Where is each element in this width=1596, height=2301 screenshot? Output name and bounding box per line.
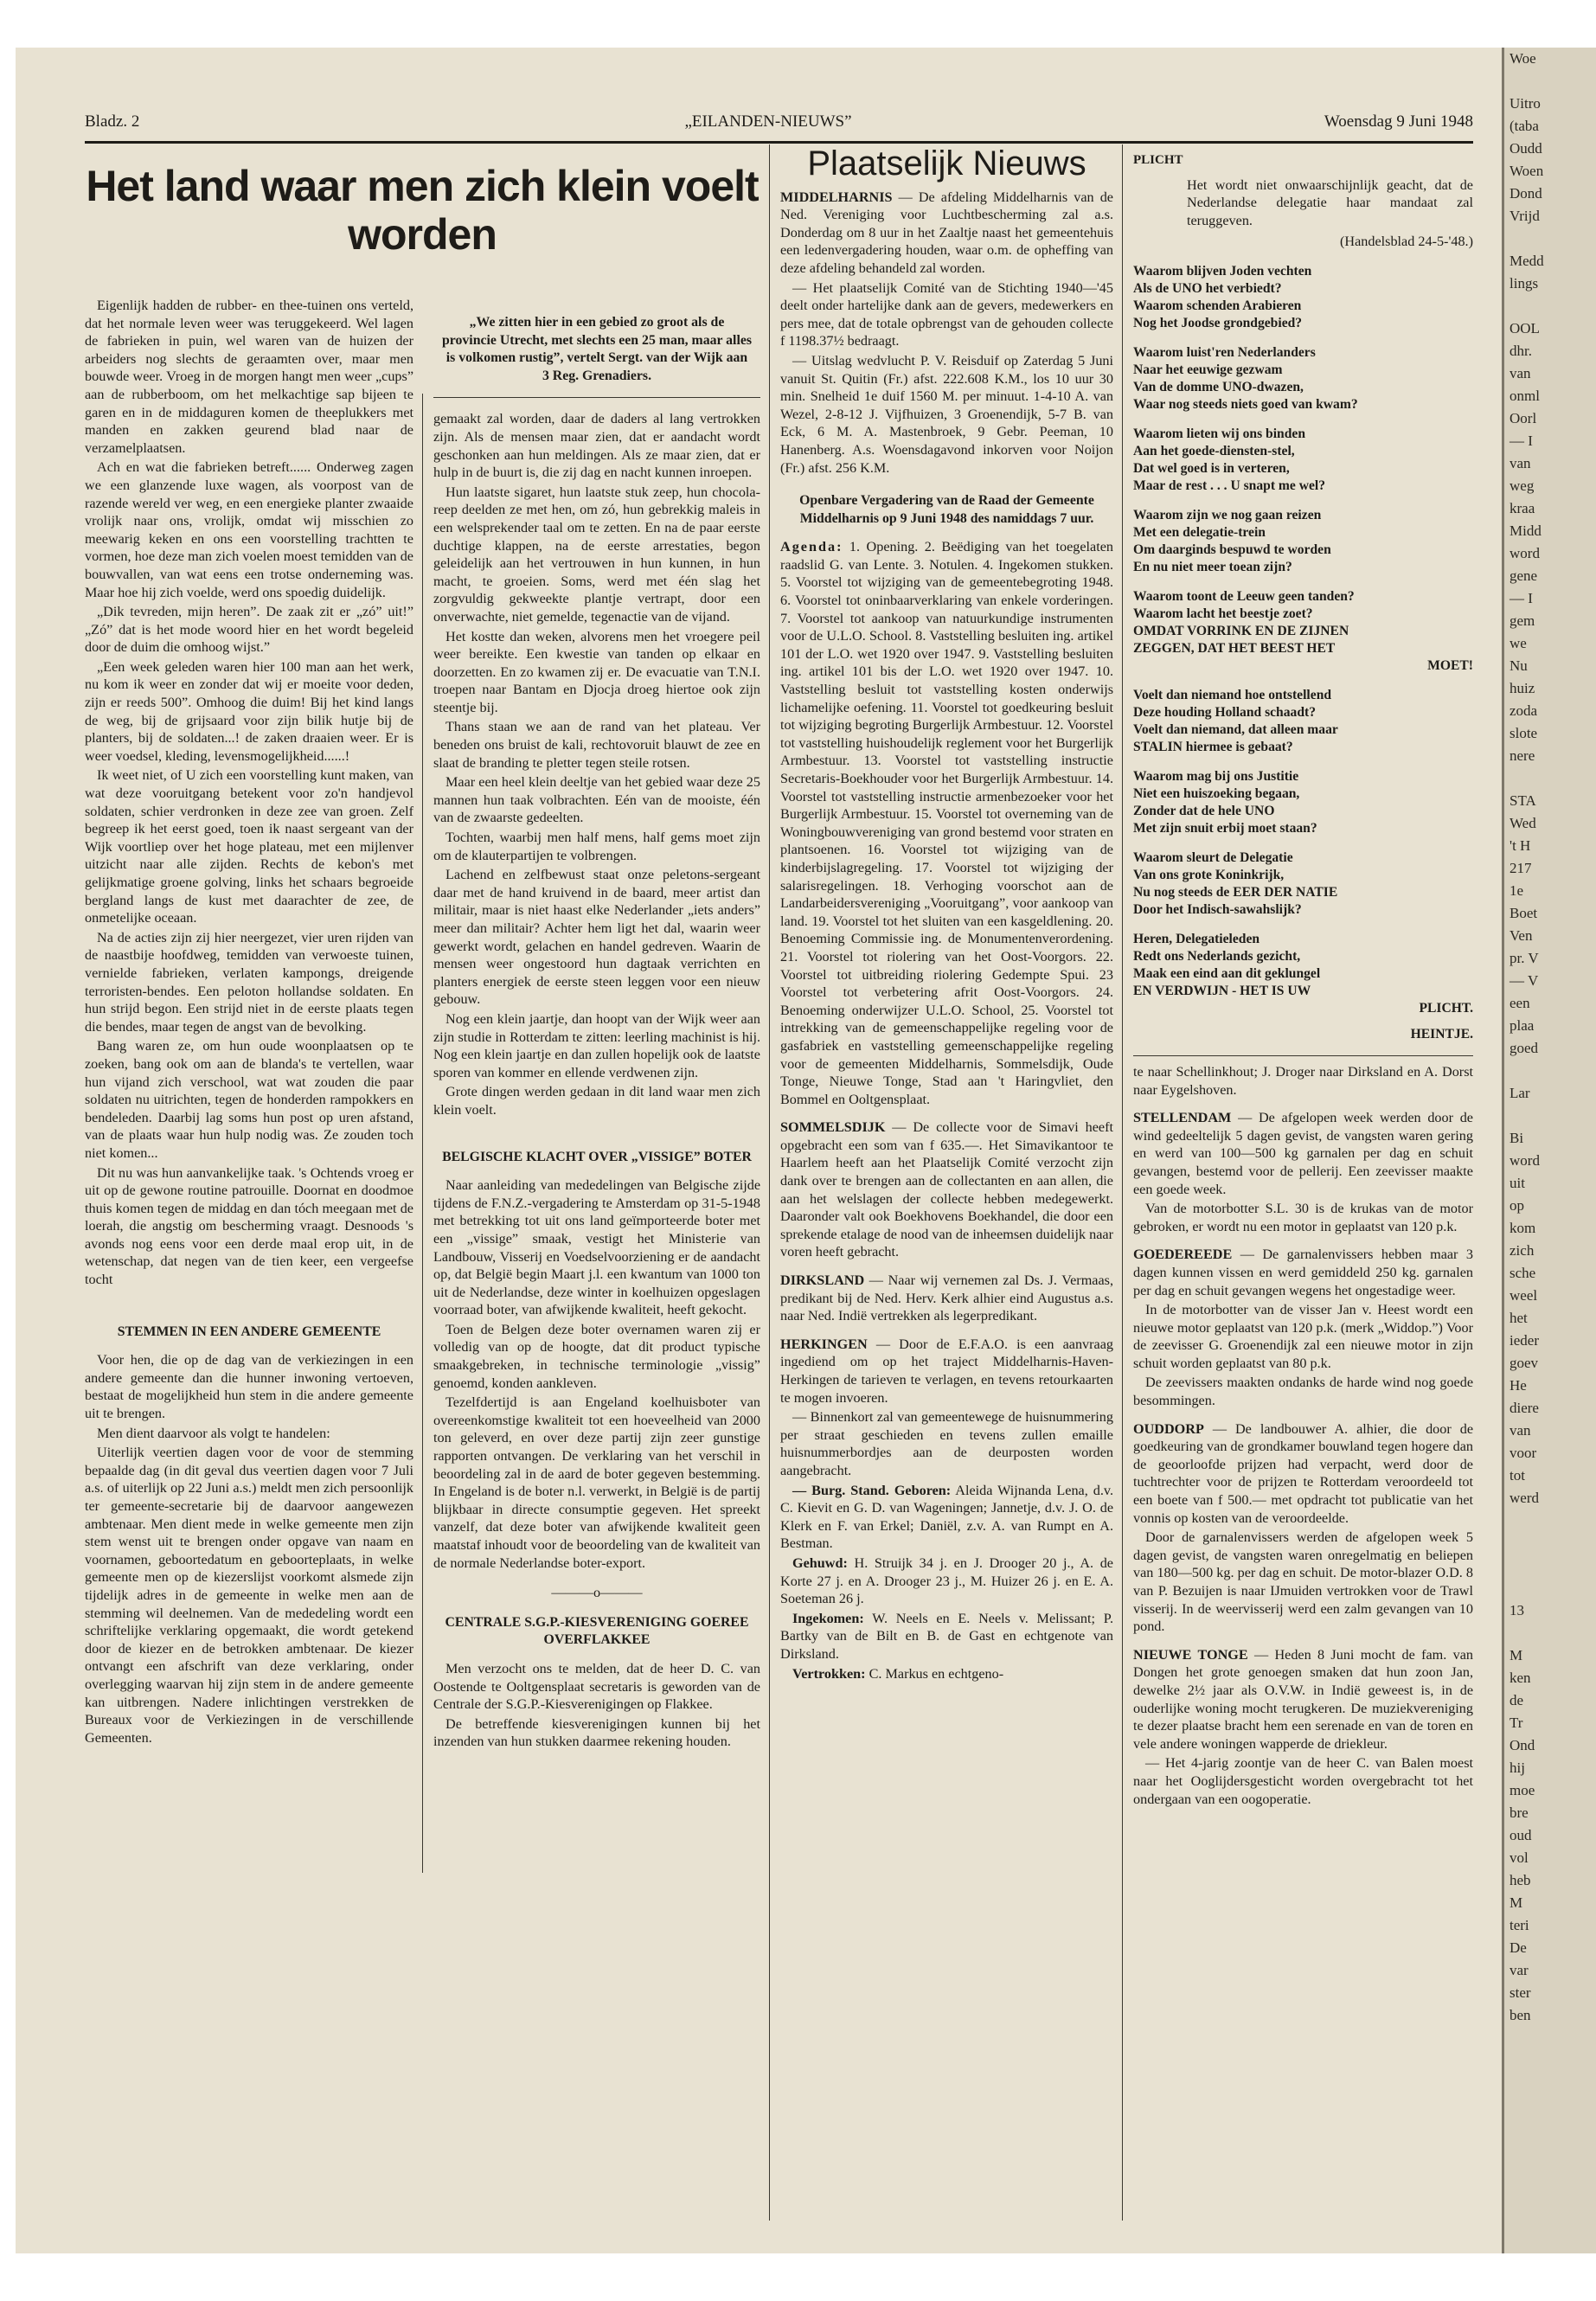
place-heading: DIRKSLAND xyxy=(780,1272,865,1289)
edge-fragment xyxy=(1504,1554,1596,1577)
edge-fragment: dhr. xyxy=(1509,343,1532,359)
column-rule-2 xyxy=(769,144,770,2221)
edge-fragment xyxy=(1504,767,1596,790)
column-3 xyxy=(780,144,1113,1684)
poem-line: Maak een eind aan dit geklungel xyxy=(1133,965,1321,981)
news-text: — De garnalenvissers hebben maar 3 dagen kunnen vissen en werd gemiddeld 250 kg. garnalen per dag en schuit gevangen wegens het ongestadige weer. xyxy=(1133,1247,1473,1298)
article-paragraph: gemaakt zal worden, daar de daders al lang vertrokken zijn. Als de mensen maar zien, dat er aandacht wordt geschonken aan hun meldingen. Als ze maar zien, dat er hulp in de buurt is, die zij dag en nacht kunnen inroepen. xyxy=(433,411,760,481)
edge-fragment: diere xyxy=(1509,1400,1539,1416)
edge-fragment: heb xyxy=(1509,1872,1531,1888)
news-text: W. Neels en E. Neels v. Melissant; P. Bartky van de Bilt en B. de Gast en echtgenote van Dirksland. xyxy=(780,1610,1113,1662)
column-2 xyxy=(433,151,760,1753)
edge-fragment: Woe xyxy=(1509,50,1536,67)
poem-line: Waarom toont de Leeuw geen tanden? xyxy=(1133,588,1355,604)
edge-fragment: Wed xyxy=(1509,815,1536,831)
article-paragraph: Het kostte dan weken, alvorens men het vroegere peil weer bereikte. Een kwestie van tanden op elkaar en doorzetten. En zo kwamen zij er. De evacuatie van T.N.I. troepen naar Bantam en Djocja droeg hiertoe ook zijn steentje bij. xyxy=(433,628,760,715)
place-heading: NIEUWE TONGE xyxy=(1133,1646,1248,1663)
edge-fragment: moe xyxy=(1509,1782,1535,1798)
news-paragraph: te naar Schellinkhout; J. Droger naar Dirksland en A. Dorst naar Eygelshoven. xyxy=(1133,1063,1473,1098)
poem-line: Met zijn snuit erbij moet staan? xyxy=(1133,820,1317,836)
news-paragraph: Door de garnalenvissers werden de afgelopen week 5 dagen gevist, de vangsten waren onregelmatig en beliepen van 180—500 kg. per dag en schuit. De motor-blazer O.D. 8 van P. Bezuijen is naar IJmuiden vertrokken voor de Trawl visserij. In de weervisserij werd een zalm gevangen van 10 pond. xyxy=(1133,1529,1473,1635)
edge-fragment xyxy=(1504,1105,1596,1127)
article-paragraph: Thans staan we aan de rand van het plateau. Ver beneden ons bruist de kali, rechtovoruit blauwt de zee en slaat de branding te pletter tegen steile rotsen. xyxy=(433,719,760,771)
belgische-heading: BELGISCHE KLACHT OVER „VISSIGE” BOTER xyxy=(442,1149,752,1164)
edge-fragment: van xyxy=(1509,455,1531,471)
edge-fragment: goed xyxy=(1509,1040,1539,1056)
news-paragraph: — Binnenkort zal van gemeentewege de huisnummering per straat geschieden en tevens zullen emaille huisnummerbordjes aan de deurposten worden aangebracht. xyxy=(780,1409,1113,1478)
news-text: — Naar wij vernemen zal Ds. J. Vermaas, predikant bij de Ned. Herv. Kerk alhier eind Augustus a.s. naar Ned. Indië vertrekken als legerpredikant. xyxy=(780,1272,1113,1324)
edge-fragment: plaa xyxy=(1509,1017,1535,1034)
poem-line: Waarom blijven Joden vechten xyxy=(1133,263,1312,279)
edge-fragment: OOL xyxy=(1509,320,1540,336)
edge-fragment: weel xyxy=(1509,1287,1538,1304)
news-paragraph: — Het plaatselijk Comité van de Stichting 1940—'45 deelt onder hartelijke dank aan de gevers, medewerkers en pers mee, dat de totale opbrengst van de gehouden collecte f 1198.37½ bedraagt. xyxy=(780,279,1113,349)
stanza xyxy=(1133,588,1473,675)
edge-fragment: word xyxy=(1509,1152,1540,1169)
edge-fragment: 13 xyxy=(1509,1602,1524,1618)
stanza xyxy=(1133,687,1473,756)
poem-line: PLICHT. xyxy=(1419,1000,1473,1016)
news-text: — De landbouwer A. alhier, die door de goedkeuring van de grondkamer bouwland tegen hogere dan de geoorloofde prijzen had verpacht, werd door de tuchtrechter voor de prijzen te Rotterdam veroordeeld tot een boete van f 500.— met opdracht tot publicatie van het vonnis op kosten van de veroordeelde. xyxy=(1133,1420,1473,1526)
column-rule-3 xyxy=(1122,144,1123,2221)
poem-line: Voelt dan niemand, dat alleen maar xyxy=(1133,721,1338,737)
poem-line: Dat wel goed is in verteren, xyxy=(1133,460,1290,476)
poem-line: Heren, Delegatieleden xyxy=(1133,931,1260,946)
edge-fragment: gene xyxy=(1509,567,1538,584)
poem-line: Door het Indisch-sawahslijk? xyxy=(1133,901,1302,917)
edge-fragment: var xyxy=(1509,1962,1529,1978)
edge-fragment: onml xyxy=(1509,388,1540,404)
edge-fragment: M xyxy=(1509,1894,1523,1911)
stemmen-paragraph: Voor hen, die op de dag van de verkiezingen in een andere gemeente dan die hunner inwoning vertoeven, bestaat de mogelijkheid hun stem in die andere gemeente uit te brengen. xyxy=(85,1352,413,1422)
poem-line: ZEGGEN, DAT HET BEEST HET xyxy=(1133,640,1336,656)
separator: ———o——— xyxy=(551,1585,643,1601)
article-paragraph: Bang waren ze, om hun oude woonplaatsen op te zoeken, bang ook om aan de blanda's te vertellen, waar hun vijand zich verschool, wat wat zouden die paar soldaten nu uitrichten, tegen de honderden rampokkers en bendeleden. Daarbij lag soms hun post op uren afstand, van de plaats waar hun hulp nodig was. Ze zouden toch niet komen... xyxy=(85,1038,413,1161)
edge-fragment: De xyxy=(1509,1939,1527,1956)
edge-fragment: 217 xyxy=(1509,860,1532,876)
edge-fragment xyxy=(1504,1577,1596,1599)
poem-line: Deze houding Holland schaadt? xyxy=(1133,704,1316,720)
poem-line: OMDAT VORRINK EN DE ZIJNEN xyxy=(1133,623,1349,638)
edge-fragment: huiz xyxy=(1509,680,1535,696)
poem-line: Met een delegatie-trein xyxy=(1133,524,1266,540)
edge-fragment: gem xyxy=(1509,612,1535,629)
edge-fragment: weg xyxy=(1509,478,1535,494)
edge-fragment: oud xyxy=(1509,1827,1532,1843)
edge-fragment: Oudd xyxy=(1509,140,1542,157)
place-heading: HERKINGEN xyxy=(780,1336,868,1352)
poem-line: Om daarginds bespuwd te worden xyxy=(1133,542,1331,557)
poem-line: Van ons grote Koninkrijk, xyxy=(1133,867,1285,882)
edge-fragment: Vrijd xyxy=(1509,208,1540,224)
news-paragraph: Van de motorbotter S.L. 30 is de krukas van de motor gebroken, er wordt nu een motor in geplaatst van 120 p.k. xyxy=(1133,1201,1473,1234)
edge-fragment xyxy=(1504,295,1596,317)
adjacent-page-edge xyxy=(1502,48,1596,2253)
edge-fragment: ben xyxy=(1509,2007,1531,2023)
edge-fragment xyxy=(1504,228,1596,250)
article-paragraph: Dit nu was hun aanvankelijke taak. 's Ochtends vroeg er uit op de gewone routine patrouille. Doornat en doodmoe thuis komen tegen de middag en dan tóch meegaan met de loerah, die angstig om bescherming vraagt. Desnoods 's avonds nog eens voor een derde maal erop uit, in de wetenschap, dat negen van de tien keer, een vergeefse tocht xyxy=(85,1164,413,1288)
poem-line: En nu niet meer toean zijn? xyxy=(1133,559,1292,574)
vertrokken-heading: Vertrokken: xyxy=(792,1665,866,1682)
plicht-rule xyxy=(1133,1055,1473,1056)
belgische-paragraph: Naar aanleiding van mededelingen van Belgische zijde tijdens de F.N.Z.-vergadering te Amsterdam op 31-5-1948 met betrekking tot uit ons land geïmporteerde boter met een „vissige” smaak, vestigt het Ministerie van Landbouw, Visserij en Voedselvoorziening er de aandacht op, dat België begin Maart j.l. een kwantum van 1000 ton uit de Nederlandse, deze winter in koelhuizen opgeslagen voorraad boter, van afwijkende kwaliteit, heeft gekocht. xyxy=(433,1177,760,1318)
poem-line: Nog het Joodse grondgebied? xyxy=(1133,315,1303,330)
poem-line: Als de UNO het verbiedt? xyxy=(1133,280,1282,296)
ingekomen-heading: Ingekomen: xyxy=(792,1610,864,1626)
stanza xyxy=(1133,344,1473,413)
news-paragraph: — Uitslag wedvlucht P. V. Reisduif op Zaterdag 5 Juni vanuit St. Quitin (Fr.) afst. 222.608 K.M., los 10 uur 30 min. Snelheid 1e duif 1560 M. per minuut. 1-4-10 A. van Wezel, 2-8-12 J. Vijfhuizen, 3 Groenendijk, 5-7 B. van Eck, 6 M. A. Mastenbroek, 9 Gebr. Peeman, 10 Hanenberg. A.s. Woensdagavond inkorven voor Noijon (Fr.) afst. 256 K.M. xyxy=(780,352,1113,476)
plaatselijk-title: Plaatselijk Nieuws xyxy=(807,144,1086,183)
article-paragraph: Maar een heel klein deeltje van het gebied waar deze 25 mannen hun taak volbrachten. Eén van de mooiste, één van de zwaarste gedeelten. xyxy=(433,774,760,826)
gehuwd-heading: Gehuwd: xyxy=(792,1554,848,1571)
plicht-source: (Handelsblad 24-5-'48.) xyxy=(1340,234,1473,250)
edge-fragment: hij xyxy=(1509,1759,1525,1776)
edge-fragment xyxy=(1504,1622,1596,1644)
article-paragraph: „Een week geleden waren hier 100 man aan het werk, nu kom ik weer en zonder dat wij er moeite voor deden, zijn er reeds 500”. Omhoog die duim! Bij het kind langs de weg, bij de grijsaard voor zijn bilik hutje bij de planters, bij de soldaten...! de zaken draaien weer. Er is weer voedsel, kleding, levensmogelijkheid......! xyxy=(85,658,413,764)
edge-fragment: ster xyxy=(1509,1984,1531,2001)
edge-fragment: Nu xyxy=(1509,657,1528,674)
article-paragraph: „Dik tevreden, mijn heren”. De zaak zit er „zó” uit!” „Zó” dat is het mode woord hier en het wordt begeleid door de duim die omhoog wijst.” xyxy=(85,604,413,656)
agenda-heading: Agenda: xyxy=(780,539,843,555)
edge-fragment: 1e xyxy=(1509,882,1524,899)
burg-heading: — Burg. Stand. Geboren: xyxy=(792,1482,952,1498)
news-text: C. Markus en echtgeno- xyxy=(865,1665,1004,1682)
edge-fragment xyxy=(1504,1509,1596,1532)
article-paragraph: Nog een klein jaartje, dan hoopt van der Wijk weer aan zijn studie in Rotterdam te zitten: leerling machinist is hij. Nog een klein jaartje en dan zullen hopelijk ook de laatste sporen van kommer en ellende verdwenen zijn. xyxy=(433,1010,760,1080)
poem xyxy=(1133,263,1473,1043)
poem-line: Aan het goede-diensten-stel, xyxy=(1133,443,1295,458)
edge-fragment: Oorl xyxy=(1509,410,1537,426)
belgische-paragraph: Toen de Belgen deze boter overnamen waren zij er volledig van op de hoogte, dat dit product typische smaakgebreken, in technische terminologie „vissig” genoemd, konden aankleven. xyxy=(433,1321,760,1391)
news-text: — De collecte voor de Simavi heeft opgebracht een som van f 635.—. Het Simavikantoor te Haarlem heeft aan het Plaatselijk Comité verzocht zijn dank over te brengen aan de collectanten en aan allen, die aan het welslagen der collecte hebben medegewerkt. Daaronder valt ook Boekhovens Boekhandel, die door een sprekende etalage de nood van de inheemsen duidelijk naar voren heeft gebracht. xyxy=(780,1119,1113,1260)
edge-fragment: Ven xyxy=(1509,927,1533,944)
poem-line: Waarom mag bij ons Justitie xyxy=(1133,768,1299,784)
edge-fragment: kraa xyxy=(1509,500,1535,516)
poem-line: Waarom luist'ren Nederlanders xyxy=(1133,344,1316,360)
poem-line: Maar de rest . . . U snapt me wel? xyxy=(1133,478,1326,493)
paper-name: „EILANDEN-NIEUWS” xyxy=(684,112,852,131)
sgp-paragraph: De betreffende kiesverenigingen kunnen bij het inzenden van hun stukken daarmee rekening houden. xyxy=(433,1715,760,1750)
sgp-heading: CENTRALE S.G.P.-KIESVERENIGING GOEREE OVERFLAKKEE xyxy=(445,1614,749,1648)
plicht-heading: PLICHT xyxy=(1133,153,1183,167)
edge-fragment: — I xyxy=(1509,590,1533,606)
edge-fragment xyxy=(1504,1060,1596,1082)
column-4 xyxy=(1133,151,1473,1810)
stemmen-heading: STEMMEN IN EEN ANDERE GEMEENTE xyxy=(117,1324,381,1339)
news-text: — De afgelopen week werden door de wind gedeeltelijk 5 dagen gevist, de vangsten waren gering en werd van 100—500 kg garnalen per dag en schuit gevangen, bestemd voor de pellerij. Een zeevisser maakte een goede week. xyxy=(1133,1110,1473,1197)
article-paragraph: Na de acties zijn zij hier neergezet, vier uren rijden van de naastbije hoofdweg, temidden van verwoeste tuinen, vernielde fabrieken, verlaten kampongs, dreigende terroristen-bendes. Een peloton hollandse soldaten. En hun strijd begon. Een strijd niet in de eerste plaats tegen die bendes, maar tegen de angst van de bevolking. xyxy=(85,929,413,1035)
edge-fragment: we xyxy=(1509,635,1527,651)
edge-fragment: kom xyxy=(1509,1220,1536,1236)
poem-line: Waarom lacht het beestje zoet? xyxy=(1133,606,1313,621)
article-title: Het land waar men zich klein voelt worden xyxy=(86,162,759,259)
poem-line: Redt ons Nederlands gezicht, xyxy=(1133,948,1301,964)
masthead-rule xyxy=(85,141,1473,144)
poem-line: EN VERDWIJN - HET IS UW xyxy=(1133,983,1311,998)
edge-fragment: werd xyxy=(1509,1490,1539,1506)
edge-fragment: sche xyxy=(1509,1265,1536,1281)
poem-line: Niet een huiszoeking begaan, xyxy=(1133,785,1300,801)
stemmen-paragraph: Men dient daarvoor als volgt te handelen: xyxy=(97,1425,330,1441)
edge-fragment: Tr xyxy=(1509,1715,1523,1731)
poem-line: Zonder dat de hele UNO xyxy=(1133,803,1275,818)
stanza xyxy=(1133,849,1473,919)
stemmen-paragraph: Uiterlijk veertien dagen voor de voor de stemming bepaalde dag (in dit geval dus veertien dagen voor 7 Juli a.s. of uiterlijk op 22 Juni a.s.) meldt men zich persoonlijk ter gemeente-secretarie bij de daarvoor aangewezen ambtenaar. Men dient mede in welke gemeente men zijn stem wenst uit te brengen onder opgave van naam en voornamen, geboortedatum en geboorteplaats, in welke gemeente men op de kiezerslijst voorkomt alsmede zijn tijdelijk adres in de gemeente in welke men aan de stemming wil deelnemen. Van de mededeling wordt een schriftelijke verklaring opgemaakt, die wordt getekend door de kiezer en de betrokken ambtenaar. De kiezer ontvangt een afschrift van deze verklaring, onder overlegging waarvan hij zijn stem in de andere gemeente kan uitbrengen. Nadere inlichtingen verstrekken de Bureaux voor de Verkiezingen in de verschillende Gemeenten. xyxy=(85,1445,413,1746)
news-text: — De afdeling Middelharnis van de Ned. Vereniging voor Luchtbescherming zal a.s. Donderdag om 8 uur in het Zaaltje naast het gemeentehuis een ledenvergadering houden, waar o.m. de opheffing van deze afdeling behandeld zal worden. xyxy=(780,189,1113,276)
place-heading: MIDDELHARNIS xyxy=(780,189,893,205)
plicht-intro: Het wordt niet onwaarschijnlijk geacht, dat de Nederlandse delegatie haar mandaat zal teruggeven. xyxy=(1187,176,1473,228)
quote-rule xyxy=(433,397,760,398)
edge-fragment: van xyxy=(1509,365,1531,381)
article-paragraph: Tochten, waarbij men half mens, half gems moet zijn om de klauterpartijen te volbrengen. xyxy=(433,830,760,863)
edge-fragment: Bi xyxy=(1509,1130,1524,1146)
place-heading: OUDDORP xyxy=(1133,1420,1204,1437)
poem-line: Waarom schenden Arabieren xyxy=(1133,298,1302,313)
poem-line: MOET! xyxy=(1427,657,1473,673)
edge-fragment: Uitro xyxy=(1509,95,1541,112)
edge-fragment: Ond xyxy=(1509,1737,1535,1753)
edge-fragment: uit xyxy=(1509,1175,1525,1191)
edge-fragment: zich xyxy=(1509,1242,1535,1259)
news-text: Aleida Wijnanda Lena, d.v. C. Kievit en G. D. van Wageningen; Jannetje, d.v. J. O. de Klerk en F. van Erkel; Daniël, z.v. A. van Rumpt en A. Bestman. xyxy=(780,1482,1113,1552)
edge-fragment: Boet xyxy=(1509,905,1538,921)
raad-heading: Openbare Vergadering van de Raad der Gemeente Middelharnis op 9 Juni 1948 des namiddags 7 uur. xyxy=(799,493,1094,526)
edge-fragment: ken xyxy=(1509,1670,1531,1686)
stanza xyxy=(1133,263,1473,332)
edge-fragment: voor xyxy=(1509,1445,1537,1461)
edge-fragment: tot xyxy=(1509,1467,1525,1484)
edge-fragment: word xyxy=(1509,545,1540,561)
edge-fragment: Medd xyxy=(1509,253,1544,269)
article-paragraph: Hun laatste sigaret, hun laatste stuk zeep, hun chocola-reep deelden ze met hen, om zó, hun gebrekkig maleis in een welsprekender taal om te zetten. En na de paar eerste duchtige klappen, na de eerste arrestaties, begon geleidelijk aan het vertrouwen in hun kunnen, in hun macht, te groeien. Soms, werd met één slag het zorgvuldig gekweekte plantje vertrapt, door een onverwachte, niet gemelde, tegenactie van de vijand. xyxy=(433,484,760,625)
belgische-paragraph: Tezelfdertijd is aan Engeland koelhuisboter van overeenkomstige kwaliteit tot een hoeveelheid van 2000 ton geleverd, en over deze partij zijn zeer gunstige rapporten ontvangen. De verklaring van het verschil in beoordeling zal in de aard de boter gegeven bestemming. In Engeland is de boter n.l. verwerkt, in België is de partij blijkbaar in directe consumptie gegeven. Het spreekt vanzelf, dat deze boter van afwijkende kwaliteit geen maatstaf inhoudt voor de beoordeling van de kwaliteit van de normale Nederlandse boter-export. xyxy=(433,1394,760,1571)
article-paragraph: Eigenlijk hadden de rubber- en thee-tuinen ons verteld, dat het normale leven weer was teruggekeerd. Wel lagen de fabrieken in puin, wel waren van de huizen der arbeiders nog slechts de geraamten over, maar men bouwde weer. Vroeg in de morgen hangt men weer „cups” aan de rubberboom, om het melkachtige sap bijeen te garen en in de middaguren komen de theeplukkers met manden en zakken geurend blad naar de verzamelplaatsen. xyxy=(85,298,413,456)
edge-fragment: Woen xyxy=(1509,163,1544,179)
edge-fragment: M xyxy=(1509,1647,1523,1663)
article-paragraph: Ach en wat die fabrieken betreft...... Onderweg zagen we een glanzende luxe wagen, als voorpost van de razende wereld ver weg, en een energieke planter zwaaide vrolijk naar ons, vrolijk, omdat wij misschien zo meewarig keken en ons een voorstelling trachtten te vormen, hoe deze man zich voelen moest temidden van de bouwvallen, van wat eens een trotse onderneming was. Maar hoe hij zich voelde, werd ons spoedig duidelijk. xyxy=(85,459,413,600)
poem-line: Van de domme UNO-dwazen, xyxy=(1133,379,1304,394)
news-text: — Heden 8 Juni mocht de fam. van Dongen het grote genoegen smaken dat hun zoon Jan, dewelke 2½ jaar als O.V.W. in Indië geweest is, in de ouderlijke woning mocht terugkeren. De muziekvereniging te dezer plaatse bracht hem een serenade en van de toren en vele andere woningen wapperde de driekleur. xyxy=(1133,1646,1473,1752)
sgp-paragraph: Men verzocht ons te melden, dat de heer D. C. van Oostende te Ooltgensplaat secretaris is geworden van de Centrale der S.G.P.-Kiesverenigingen op Flakkee. xyxy=(433,1660,760,1713)
poem-line: Waarom zijn we nog gaan reizen xyxy=(1133,507,1322,522)
edge-fragment: van xyxy=(1509,1422,1531,1439)
edge-fragment: (taba xyxy=(1509,118,1539,134)
column-rule-1 xyxy=(422,394,423,1873)
poem-line: Waarom sleurt de Delegatie xyxy=(1133,849,1293,865)
place-heading: SOMMELSDIJK xyxy=(780,1119,886,1136)
poem-line: Waarom lieten wij ons binden xyxy=(1133,426,1305,441)
article-paragraph: Grote dingen werden gedaan in dit land waar men zich klein voelt. xyxy=(433,1084,760,1118)
news-text: — Door de E.F.A.O. is een aanvraag ingediend om op het traject Middelharnis-Haven-Herkingen de tarieven te verlagen, en tevens retourkaarten te mogen invoeren. xyxy=(780,1336,1113,1406)
newspaper-page xyxy=(16,48,1502,2253)
edge-fragment: Dond xyxy=(1509,185,1542,202)
edge-fragment: — I xyxy=(1509,433,1533,449)
stanza xyxy=(1133,507,1473,576)
issue-date: Woensdag 9 Juni 1948 xyxy=(1324,112,1473,131)
edge-fragment: 't H xyxy=(1509,837,1531,854)
edge-fragment: nere xyxy=(1509,747,1535,764)
news-text: H. Struijk 34 j. en J. Drooger 20 j., A. de Korte 27 j. en A. Drooger 23 j., M. Huizer 26 j. en E. A. Soeteman 26 j. xyxy=(780,1554,1113,1607)
edge-fragment: lings xyxy=(1509,275,1539,292)
edge-fragment: Midd xyxy=(1509,522,1542,539)
edge-fragment: een xyxy=(1509,995,1530,1011)
edge-fragment: bre xyxy=(1509,1804,1529,1821)
edge-fragment: vol xyxy=(1509,1849,1529,1866)
edge-fragment: het xyxy=(1509,1310,1528,1326)
poem-line: Waar nog steeds niets goed van kwam? xyxy=(1133,396,1358,412)
edge-fragment: — V xyxy=(1509,972,1539,989)
article-quote: „We zitten hier in een gebied zo groot als de provincie Utrecht, met slechts een 25 man, maar alles is volkomen rustig”, vertelt Sergt. van der Wijk aan 3 Reg. Grenadiers. xyxy=(442,315,752,383)
place-heading: GOEDEREEDE xyxy=(1133,1247,1233,1263)
poem-signature: HEINTJE. xyxy=(1410,1026,1473,1042)
stanza xyxy=(1133,426,1473,495)
stanza xyxy=(1133,768,1473,837)
article-paragraph: Ik weet niet, of U zich een voorstelling kunt maken, van wat deze vooruitgang betekent voor zo'n handjevol soldaten, schier verdronken in deze zee van groen. Zelf begreep ik het eerst goed, toen ik naast sergeant van der Wijk voortliep over het hoge plateau, met een mijlenver uitzicht naar alle zijden. Rechts de kebon's met gelijkmatige groene golving, links het schaars begroeide bergland langs de kust met daarachter de zee, de onmetelijke oceaan. xyxy=(85,767,413,926)
page-number: Bladz. 2 xyxy=(85,112,140,131)
edge-fragment: goev xyxy=(1509,1355,1539,1371)
news-paragraph: De zeevissers maakten ondanks de harde wind nog goede besommingen. xyxy=(1133,1375,1473,1409)
news-paragraph: — Het 4-jarig zoontje van de heer C. van Balen moest naar het Ooglijdersgesticht worden overgebracht tot het ondergaan van een oogoperatie. xyxy=(1133,1755,1473,1807)
edge-fragment: op xyxy=(1509,1197,1524,1214)
edge-fragment xyxy=(1504,1532,1596,1554)
edge-fragment: zoda xyxy=(1509,702,1538,719)
poem-line: Naar het eeuwige gezwam xyxy=(1133,362,1283,377)
edge-fragment: de xyxy=(1509,1692,1524,1708)
edge-fragment: slote xyxy=(1509,725,1538,741)
edge-fragment: Lar xyxy=(1509,1085,1530,1101)
place-heading: STELLENDAM xyxy=(1133,1110,1232,1126)
edge-fragment: pr. V xyxy=(1509,950,1539,966)
edge-fragment: teri xyxy=(1509,1917,1529,1933)
edge-fragment: He xyxy=(1509,1377,1527,1394)
poem-line: STALIN hiermee is gebaat? xyxy=(1133,739,1293,754)
article-paragraph: Lachend en zelfbewust staat onze peletons-sergeant daar met de hand kruivend in de baard, meer artist dan militair, maar is niet haast elke Nederlander „iets anders” meer dan militair? Achter hem ligt het dal, waarin weer gewerkt wordt, gelachen en handel gedreven. Waarin de mensen weer ongestoord hun dagtaak verrichten en planters energiek de eerste steen leggen voor een nieuw gebouw. xyxy=(433,867,760,1008)
poem-line: Nu nog steeds de EER DER NATIE xyxy=(1133,884,1338,900)
stanza xyxy=(1133,931,1473,1017)
edge-fragment: STA xyxy=(1509,792,1536,809)
edge-fragment xyxy=(1504,70,1596,93)
agenda-text: 1. Opening. 2. Beëdiging van het toegelaten raadslid G. van Lente. 3. Notulen. 4. Ingekomen stukken. 5. Voorstel tot wijziging van de gemeentebegroting 1948. 6. Voorstel tot oninbaarverklaring van enkele vorderingen. 7. Voorstel tot aankoop van natuurkundige instrumenten voor de U.L.O. School. 8. Vaststelling besluiten ing. artikel 101 der L.O. wet 1920 over 1947. 9. Vaststelling besluiten ing. artikel 101 bis der L.O. wet 1920 over 1947. 10. Vaststelling besluit tot vaststelling kosten onderwijs lichamelijke oefening. 11. Voorstel tot goedkeuring besluit tot wijziging begroting Burgerlijk Armbestuur. 12. Voorstel tot vaststelling huishoudelijk reglement voor het Burgerlijk Armbestuur. 13. Voorstel tot vaststelling instructie Secretaris-Boekhouder voor het Burgerlijk Armbestuur. 14. Voorstel tot vaststelling instructie armenbezoeker voor het Burgerlijk Armbestuur. 15. Voorstel tot overneming van de Woningbouwvereniging van grond bestemd voor straten en plantsoenen. 16. Voorstel tot wijziging van de kinderbijslagregeling. 17. Voorstel tot wijziging der salarisregelingen. 18. Verhoging voorschot aan de Landarbeidersvereniging „Vooruitgang”, voor aankoop van land. 19. Voorstel tot het sluiten van een kasgeldlening. 20. Benoeming Commissie ing. de Monumentenverordening. 21. Voorstel tot riolering van het Oost-Voorgors. 22. Voorstel tot uitbreiding riolering Gedempte Spui. 23 Voorstel tot verbetering afrit Oost-Voorgors. 24. Benoeming onderwijzer U.L.O. School, 25. Voorstel tot intrekking van de gemeenschappelijke regeling voor de gasfabriek en vaststelling gemeenschappelijke regeling voor de gemeenten Middelharnis, Sommelsdijk, Oude Tonge, Nieuwe Tonge, Stad aan 't Haringvliet, den Bommel en Ooltgensplaat. xyxy=(780,539,1113,1107)
poem-line: Voelt dan niemand hoe ontstellend xyxy=(1133,687,1332,702)
edge-fragment: ieder xyxy=(1509,1332,1539,1349)
news-paragraph: In de motorbotter van de visser Jan v. Heest wordt een nieuwe motor geplaatst van 120 p.k. (merk „Widdop.”) Voor de zeevisser G. Groenendijk zal een nieuwe motor in zijn schuit worden geplaatst van 80 p.k. xyxy=(1133,1302,1473,1371)
